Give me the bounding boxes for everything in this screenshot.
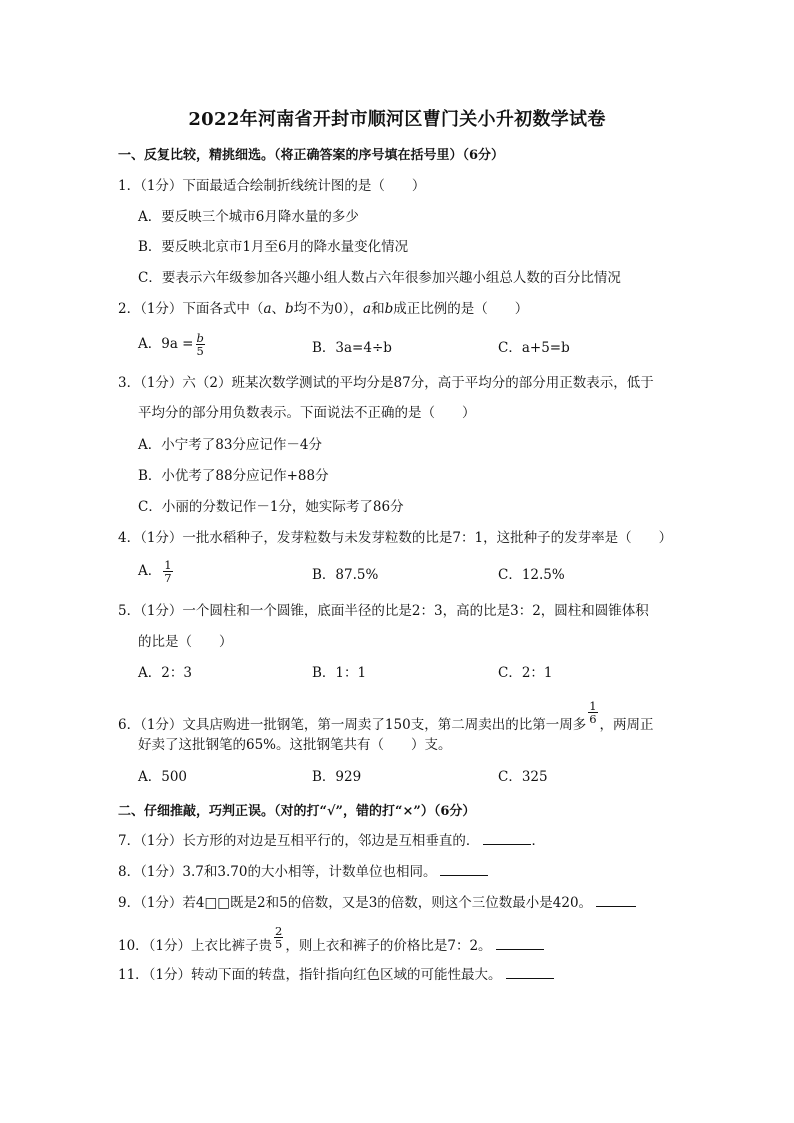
q4-option-a-text: A． — [138, 563, 162, 579]
question-10 — [118, 925, 544, 955]
fraction-denominator: 5 — [196, 344, 204, 358]
section-1-heading: 一、反复比较，精挑细选。（将正确答案的序号填在括号里）（6分） — [118, 148, 505, 163]
q7-end: ． — [531, 833, 545, 849]
q2-option-c: C．a+5=b — [498, 340, 570, 356]
q2-var-a: a — [263, 301, 272, 317]
question-4: 4．（1分）一批水稻种子，发芽粒数与未发芽粒数的比是7：1，这批种子的发芽率是（ ） — [118, 530, 673, 546]
q10-text-1: 10．（1分）上衣比裤子贵 — [118, 938, 273, 954]
q5-option-c: C．2：1 — [498, 665, 553, 681]
fraction-numerator: b — [196, 331, 204, 345]
fraction-denominator: 6 — [589, 712, 597, 726]
q6-option-a: A．500 — [138, 769, 188, 785]
q6-option-b: B．929 — [312, 769, 362, 785]
q4-option-b: B．87.5% — [312, 567, 379, 583]
page-title: 2022年河南省开封市顺河区曹门关小升初数学试卷 — [188, 109, 606, 130]
q2-sep: 、 — [271, 301, 285, 317]
question-2 — [118, 300, 528, 318]
q5-option-b: B．1：1 — [312, 665, 367, 681]
q11-text: 11．（1分）转动下面的转盘，指针指向红色区域的可能性最大。 — [118, 967, 502, 983]
question-6-line-2: 好卖了这批钢笔的65%。这批钢笔共有（ ）支。 — [138, 737, 452, 753]
q9-answer-blank[interactable] — [596, 894, 636, 907]
q4-option-a-fraction — [163, 559, 172, 584]
question-5-line-1: 5．（1分）一个圆柱和一个圆锥，底面半径的比是2：3，高的比是3：2，圆柱和圆锥体积 — [118, 603, 649, 619]
q8-answer-blank[interactable] — [440, 863, 488, 876]
q2-var-b: b — [285, 301, 294, 317]
q2-text-2: 均不为0）， — [293, 301, 363, 317]
q10-text-2: ，则上衣和裤子的价格比是7：2。 — [285, 938, 492, 954]
q9-text: 9．（1分）若4□□既是2和5的倍数，又是3的倍数，则这个三位数最小是420。 — [118, 895, 593, 911]
q5-option-a: A．2：3 — [138, 665, 192, 681]
q2-text-1: 2．（1分）下面各式中（ — [118, 301, 264, 317]
question-1: 1．（1分）下面最适合绘制折线统计图的是（ ） — [118, 178, 426, 194]
question-9 — [118, 894, 636, 912]
q2-text-4: 成正比例的是（ ） — [393, 301, 529, 317]
q1-option-b: B．要反映北京市1月至6月的降水量变化情况 — [138, 239, 409, 255]
fraction-denominator: 5 — [275, 937, 283, 951]
fraction-denominator: 7 — [164, 571, 172, 585]
q10-fraction — [274, 925, 283, 950]
q2-var-a2: a — [363, 301, 372, 317]
q2-option-a-fraction — [196, 332, 205, 357]
q3-option-a: A．小宁考了83分应记作－4分 — [138, 437, 323, 453]
q7-text: 7．（1分）长方形的对边是互相平行的，邻边是互相垂直的． — [118, 833, 480, 849]
q2-option-b: B．3a=4÷b — [312, 340, 392, 356]
q7-answer-blank[interactable] — [483, 832, 531, 845]
q2-option-a — [138, 332, 207, 357]
q3-option-b: B．小优考了88分应记作+88分 — [138, 468, 329, 484]
q11-answer-blank[interactable] — [506, 966, 554, 979]
fraction-numerator: 1 — [164, 558, 172, 572]
question-3-line-1: 3．（1分）六（2）班某次数学测试的平均分是87分，高于平均分的部分用正数表示，低于 — [118, 375, 654, 391]
question-3-line-2: 平均分的部分用负数表示。下面说法不正确的是（ ） — [138, 405, 476, 421]
q1-option-c: C．要表示六年级参加各兴趣小组人数占六年很参加兴趣小组总人数的百分比情况 — [138, 270, 621, 286]
q3-option-c: C．小丽的分数记作－1分，她实际考了86分 — [138, 499, 404, 515]
q2-text-3: 和 — [371, 301, 385, 317]
q2-option-a-text: A．9a = — [138, 336, 194, 352]
question-5-line-2: 的比是（ ） — [138, 634, 233, 650]
section-2-heading: 二、仔细推敲，巧判正误。（对的打“√”，错的打“×”）（6分） — [118, 804, 476, 819]
question-6-line-1 — [118, 700, 654, 734]
q8-text: 8．（1分）3.7和3.70的大小相等，计数单位也相同。 — [118, 864, 437, 880]
question-11 — [118, 966, 554, 984]
fraction-numerator: 1 — [589, 699, 597, 713]
question-8 — [118, 863, 488, 881]
q6-option-c: C．325 — [498, 769, 548, 785]
q4-option-a — [138, 559, 175, 584]
q1-option-a: A．要反映三个城市6月降水量的多少 — [138, 209, 359, 225]
q6-fraction — [588, 700, 597, 725]
q4-option-c: C．12.5% — [498, 567, 565, 583]
question-7 — [118, 832, 545, 850]
q10-answer-blank[interactable] — [496, 937, 544, 950]
q2-var-b2: b — [384, 301, 394, 317]
fraction-numerator: 2 — [275, 924, 283, 938]
q6-text-2: ，两周正 — [599, 717, 654, 733]
q6-text-1: 6．（1分）文具店购进一批钢笔，第一周卖了150支，第二周卖出的比第一周多 — [118, 717, 587, 733]
